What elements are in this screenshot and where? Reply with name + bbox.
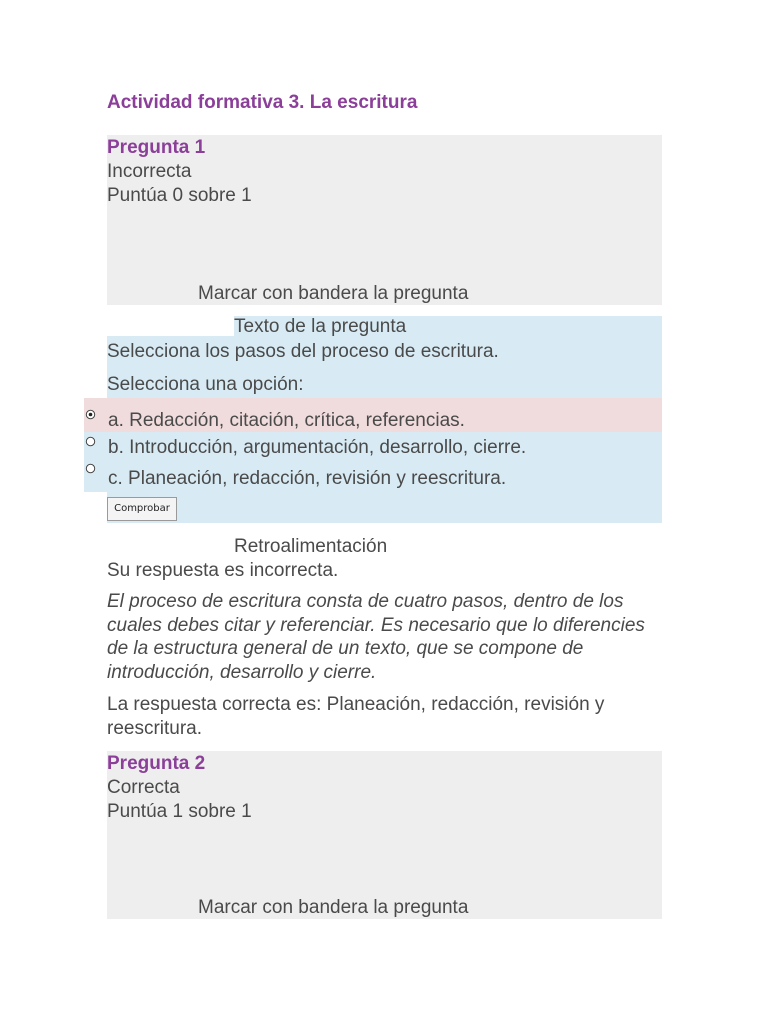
option-a-radio[interactable] [85, 409, 96, 420]
select-option-label: Selecciona una opción: [107, 374, 304, 395]
question-2-info [107, 751, 662, 919]
content-corner [107, 316, 234, 336]
page-title: Actividad formativa 3. La escritura [107, 92, 418, 113]
question-2-state: Correcta [107, 777, 180, 798]
feedback-label: Retroalimentación [234, 536, 388, 557]
question-text-label: Texto de la pregunta [234, 316, 407, 337]
option-b-label[interactable]: b. Introducción, argumentación, desarrollo, cierre. [108, 437, 527, 458]
feedback-result: Su respuesta es incorrecta. [107, 560, 339, 581]
question-1-grade: Puntúa 0 sobre 1 [107, 185, 252, 206]
question-1-flag-link[interactable]: Marcar con bandera la pregunta [198, 283, 469, 304]
question-2-flag-link[interactable]: Marcar con bandera la pregunta [198, 897, 469, 918]
question-2-grade: Puntúa 1 sobre 1 [107, 801, 252, 822]
question-1-state: Incorrecta [107, 161, 192, 182]
question-1-number: Pregunta 1 [107, 137, 206, 158]
option-c-label[interactable]: c. Planeación, redacción, revisión y reescritura. [108, 468, 507, 489]
option-a-label[interactable]: a. Redacción, citación, crítica, referencias. [108, 410, 465, 431]
question-1-info [107, 135, 662, 305]
question-prompt: Selecciona los pasos del proceso de escritura. [107, 341, 499, 362]
question-2-number: Pregunta 2 [107, 753, 206, 774]
option-c-radio[interactable] [85, 463, 96, 474]
option-b-radio[interactable] [85, 436, 96, 447]
feedback-right-answer: La respuesta correcta es: Planeación, redacción, revisión y reescritura. [107, 694, 605, 739]
feedback-general: El proceso de escritura consta de cuatro pasos, dentro de los cuales debes citar y referenciar. Es necesario que lo diferencies de la estructura general de un texto, que se compone de introducción, desarrollo y cierre. [107, 591, 645, 683]
check-button[interactable]: Comprobar [107, 497, 177, 521]
